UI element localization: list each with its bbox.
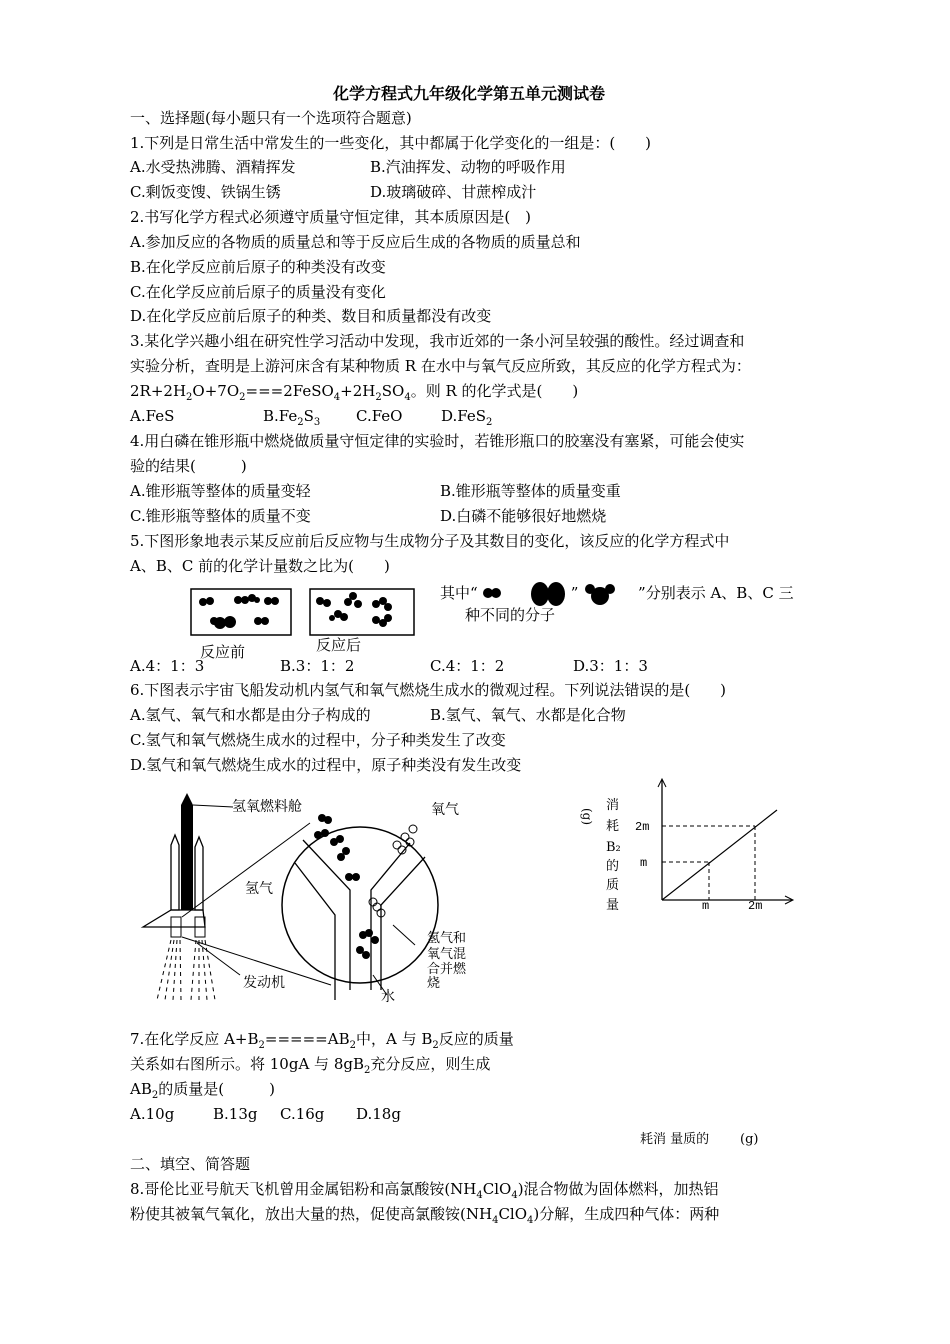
mass-line [662,810,777,900]
q4-line-1: 4.用白磷在锥形瓶中燃烧做质量守恒定律的实验时，若锥形瓶口的胶塞没有塞紧，可能会使实 [130,432,745,450]
q5-line-2: A、B、C 前的化学计量数之比为( ) [130,557,390,575]
q1-option-a: A.水受热沸腾、酒精挥发 [130,158,296,176]
label-oxygen: 氧气 [431,802,459,818]
label-mix-3: 合并燃 [427,962,467,977]
q1-option-c: C.剩饭变馊、铁锅生锈 [130,183,281,201]
q3-line-2: 实验分析，查明是上游河床含有某种物质 R 在水中与氧气反应所致，其反应的化学方程式为： [130,357,751,375]
q7-option-a: A.10g [130,1105,175,1123]
q7-option-c: C.16g [280,1105,325,1123]
y-label-char-2: 耗 [606,819,620,834]
q4-option-c: C.锥形瓶等整体的质量不变 [130,507,311,525]
after-label: 反应后 [316,636,362,654]
molecule-a-icon [482,587,504,601]
label-water: 水 [381,989,395,1005]
q5-legend-line-2: 种不同的分子 [465,606,556,624]
q8-line-2: 粉使其被氧气氧化，放出大量的热，促使高氯酸铵$(NH_4ClO_4)$分解，生成四种气体：两种 [130,1205,720,1226]
q3-option-d: D.FeS$_2$ [441,407,493,428]
q2-option-b: B.在化学反应前后原子的种类没有改变 [130,258,386,276]
q3-option-a: A.FeS [130,407,175,425]
q3-equation: $2R+2H_2O+7O_2===2FeSO_4+2H_2SO_4$。则 R 的化学式是( ) [130,382,579,403]
y-label-char-5: 质 [606,878,620,893]
q3-line-1: 3.某化学兴趣小组在研究性学习活动中发现，我市近郊的一条小河呈较强的酸性。经过调查和 [130,332,745,350]
y-label-char-1: 消 [606,798,620,813]
y-label-char-4: 的 [606,859,620,874]
q4-option-d: D.白磷不能够很好地燃烧 [440,507,607,525]
q6-option-d: D.氢气和氧气燃烧生成水的过程中，原子种类没有发生改变 [130,756,522,774]
q6-option-c: C.氢气和氧气燃烧生成水的过程中，分子种类发生了改变 [130,731,506,749]
x-tick-m: m [702,899,710,913]
q5-option-c: C.4：1：2 [430,657,505,675]
label-engine: 发动机 [243,975,285,991]
rocket-icon [143,793,215,1000]
q2-option-d: D.在化学反应前后原子的种类、数目和质量都没有改变 [130,307,492,325]
before-label: 反应前 [200,643,246,661]
q6-option-b: B.氢气、氧气、水都是化合物 [430,706,626,724]
q3-option-b: $B.Fe_2S_3$ [263,407,321,428]
y-label-char-3: B₂ [606,840,621,855]
q2-option-c: C.在化学反应前后原子的质量没有变化 [130,283,386,301]
molecule-c-icon [583,581,619,607]
q4-line-2: 验的结果( ) [130,457,247,475]
q7-line-2: 关系如右图所示。将 10gA 与 $8gB_2$充分反应，则生成 [130,1055,491,1076]
y-unit: (g) [580,808,594,826]
q4-option-a: A.锥形瓶等整体的质量变轻 [130,482,311,500]
section-1-heading: 一、选择题(每小题只有一个选项符合题意) [130,109,412,127]
before-box [191,589,291,635]
label-mix-4: 烧 [427,976,441,991]
q7-line-1: 7.在化学反应 $A+B_2=====AB_2$中，A 与 $B_2$反应的质量 [130,1030,514,1051]
q7-option-d: D.18g [356,1105,401,1123]
q5-reaction-figure [188,584,408,664]
label-mix-1: 氢气和 [427,931,467,946]
section-2-heading: 二、填空、简答题 [130,1155,251,1173]
q7-option-b: B.13g [213,1105,258,1123]
graph-x-label: 耗消 量质的 [640,1132,710,1147]
q5-option-a: A.4：1：3 [130,657,205,675]
q8-line-1: 8.哥伦比亚号航天飞机曾用金属铝粉和高氯酸铵$(NH_4ClO_4)$混合物做为固体燃料，加热铝 [130,1180,719,1201]
q5-option-d: D.3：1：3 [573,657,648,675]
y-tick-m: m [640,856,648,870]
q2-stem: 2.书写化学方程式必须遵守质量守恒定律，其本质原因是( ) [130,208,532,226]
label-cabin: 氢氧燃料舱 [232,799,302,815]
label-mix-2: 氧气混 [427,947,467,962]
molecule-b-icon [530,581,566,607]
q1-stem: 1.下列是日常生活中常发生的一些变化，其中都属于化学变化的一组是：( ) [130,134,652,152]
q7-mass-graph [572,775,802,913]
q2-option-a: A.参加反应的各物质的质量总和等于反应后生成的各物质的质量总和 [130,233,581,251]
q5-line-1: 5.下图形象地表示某反应前后反应物与生成物分子及其数目的变化，该反应的化学方程式中 [130,532,730,550]
after-box [310,589,414,635]
y-label-char-6: 量 [606,898,620,913]
graph-x-unit: (g) [740,1132,759,1147]
q6-rocket-figure [135,785,475,1015]
y-tick-2m: 2m [635,820,650,834]
page-title: 化学方程式九年级化学第五单元测试卷 [333,84,606,103]
magnified-circle [282,827,438,983]
q5-option-b: B.3：1：2 [280,657,355,675]
q3-option-c: C.FeO [356,407,403,425]
label-hydrogen: 氢气 [245,881,273,897]
q1-option-b: B.汽油挥发、动物的呼吸作用 [370,158,566,176]
q5-legend: 其中“ ” ”分别表示 A、B、C 三 [440,581,794,607]
q6-stem: 6.下图表示宇宙飞船发动机内氢气和氧气燃烧生成水的微观过程。下列说法错误的是( ) [130,681,727,699]
q6-option-a: A.氢气、氧气和水都是由分子构成的 [130,706,371,724]
q7-line-3: $AB_2$的质量是( ) [130,1080,275,1101]
q4-option-b: B.锥形瓶等整体的质量变重 [440,482,621,500]
x-tick-2m: 2m [748,899,763,913]
q1-option-d: D.玻璃破碎、甘蔗榨成汁 [370,183,537,201]
